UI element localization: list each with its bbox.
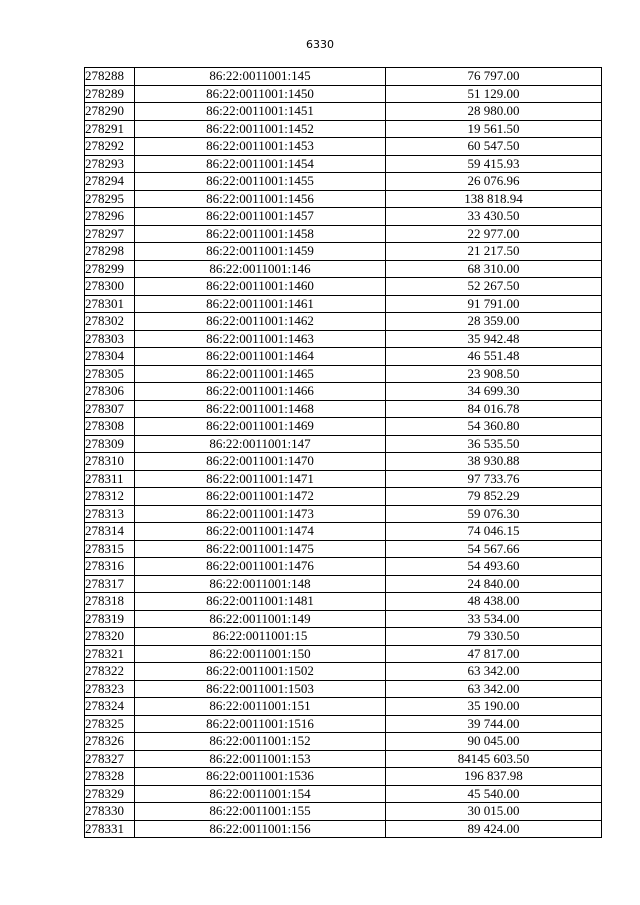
cell-amount: 59 076.30 xyxy=(386,505,602,523)
table-row xyxy=(85,278,602,296)
cell-cadastral-number: 86:22:0011001:1465 xyxy=(135,365,386,383)
table-row xyxy=(85,418,602,436)
cell-id: 278324 xyxy=(85,698,135,716)
table-row xyxy=(85,540,602,558)
cell-amount: 60 547.50 xyxy=(386,138,602,156)
table-row xyxy=(85,120,602,138)
cell-id: 278317 xyxy=(85,575,135,593)
cell-cadastral-number: 86:22:0011001:1460 xyxy=(135,278,386,296)
cell-id: 278304 xyxy=(85,348,135,366)
table-row xyxy=(85,85,602,103)
table-row xyxy=(85,138,602,156)
cell-cadastral-number: 86:22:0011001:1464 xyxy=(135,348,386,366)
table-row xyxy=(85,330,602,348)
cell-cadastral-number: 86:22:0011001:1454 xyxy=(135,155,386,173)
table-row xyxy=(85,383,602,401)
table-row xyxy=(85,400,602,418)
cell-id: 278297 xyxy=(85,225,135,243)
cell-amount: 30 015.00 xyxy=(386,803,602,821)
cell-id: 278293 xyxy=(85,155,135,173)
cell-id: 278322 xyxy=(85,663,135,681)
table-row xyxy=(85,243,602,261)
cell-id: 278300 xyxy=(85,278,135,296)
cell-cadastral-number: 86:22:0011001:154 xyxy=(135,785,386,803)
table-row xyxy=(85,488,602,506)
cell-amount: 38 930.88 xyxy=(386,453,602,471)
cell-cadastral-number: 86:22:0011001:1453 xyxy=(135,138,386,156)
cell-cadastral-number: 86:22:0011001:1463 xyxy=(135,330,386,348)
cell-cadastral-number: 86:22:0011001:151 xyxy=(135,698,386,716)
table-row xyxy=(85,190,602,208)
cell-amount: 35 942.48 xyxy=(386,330,602,348)
table-row xyxy=(85,575,602,593)
cell-amount: 54 360.80 xyxy=(386,418,602,436)
cell-amount: 22 977.00 xyxy=(386,225,602,243)
cell-amount: 39 744.00 xyxy=(386,715,602,733)
table-row xyxy=(85,610,602,628)
cell-id: 278302 xyxy=(85,313,135,331)
table-row xyxy=(85,680,602,698)
cell-cadastral-number: 86:22:0011001:1455 xyxy=(135,173,386,191)
cell-amount: 45 540.00 xyxy=(386,785,602,803)
cell-cadastral-number: 86:22:0011001:152 xyxy=(135,733,386,751)
cell-cadastral-number: 86:22:0011001:153 xyxy=(135,750,386,768)
cell-cadastral-number: 86:22:0011001:1451 xyxy=(135,103,386,121)
cell-amount: 36 535.50 xyxy=(386,435,602,453)
table-row xyxy=(85,365,602,383)
cell-cadastral-number: 86:22:0011001:149 xyxy=(135,610,386,628)
cell-amount: 90 045.00 xyxy=(386,733,602,751)
cell-id: 278294 xyxy=(85,173,135,191)
table-row xyxy=(85,628,602,646)
cell-amount: 51 129.00 xyxy=(386,85,602,103)
cell-cadastral-number: 86:22:0011001:1476 xyxy=(135,558,386,576)
cell-cadastral-number: 86:22:0011001:1503 xyxy=(135,680,386,698)
cell-cadastral-number: 86:22:0011001:1457 xyxy=(135,208,386,226)
cell-cadastral-number: 86:22:0011001:1470 xyxy=(135,453,386,471)
cell-id: 278290 xyxy=(85,103,135,121)
cell-id: 278319 xyxy=(85,610,135,628)
table-row xyxy=(85,750,602,768)
table-row xyxy=(85,593,602,611)
cell-cadastral-number: 86:22:0011001:1450 xyxy=(135,85,386,103)
cell-id: 278321 xyxy=(85,645,135,663)
cell-amount: 54 493.60 xyxy=(386,558,602,576)
cell-amount: 33 534.00 xyxy=(386,610,602,628)
cell-cadastral-number: 86:22:0011001:1452 xyxy=(135,120,386,138)
table-row xyxy=(85,155,602,173)
cell-cadastral-number: 86:22:0011001:1502 xyxy=(135,663,386,681)
cell-id: 278327 xyxy=(85,750,135,768)
cell-id: 278323 xyxy=(85,680,135,698)
cell-id: 278318 xyxy=(85,593,135,611)
table-row xyxy=(85,803,602,821)
cell-amount: 63 342.00 xyxy=(386,680,602,698)
table-row xyxy=(85,313,602,331)
table-row xyxy=(85,768,602,786)
cell-cadastral-number: 86:22:0011001:1474 xyxy=(135,523,386,541)
table-row xyxy=(85,663,602,681)
cell-amount: 28 980.00 xyxy=(386,103,602,121)
cell-amount: 33 430.50 xyxy=(386,208,602,226)
cell-cadastral-number: 86:22:0011001:1475 xyxy=(135,540,386,558)
cell-cadastral-number: 86:22:0011001:1462 xyxy=(135,313,386,331)
cell-amount: 68 310.00 xyxy=(386,260,602,278)
cell-id: 278306 xyxy=(85,383,135,401)
table-row xyxy=(85,173,602,191)
cell-id: 278291 xyxy=(85,120,135,138)
cell-cadastral-number: 86:22:0011001:156 xyxy=(135,820,386,838)
cell-amount: 48 438.00 xyxy=(386,593,602,611)
cell-amount: 54 567.66 xyxy=(386,540,602,558)
cell-cadastral-number: 86:22:0011001:1459 xyxy=(135,243,386,261)
cell-id: 278289 xyxy=(85,85,135,103)
table-row xyxy=(85,260,602,278)
cell-amount: 47 817.00 xyxy=(386,645,602,663)
cell-amount: 28 359.00 xyxy=(386,313,602,331)
cell-amount: 79 852.29 xyxy=(386,488,602,506)
cell-id: 278328 xyxy=(85,768,135,786)
cell-id: 278310 xyxy=(85,453,135,471)
cell-amount: 19 561.50 xyxy=(386,120,602,138)
table-row xyxy=(85,715,602,733)
cell-id: 278314 xyxy=(85,523,135,541)
cell-cadastral-number: 86:22:0011001:1456 xyxy=(135,190,386,208)
cell-cadastral-number: 86:22:0011001:1516 xyxy=(135,715,386,733)
cell-id: 278316 xyxy=(85,558,135,576)
table-row xyxy=(85,103,602,121)
table-row xyxy=(85,820,602,838)
cell-cadastral-number: 86:22:0011001:147 xyxy=(135,435,386,453)
cell-amount: 63 342.00 xyxy=(386,663,602,681)
cell-cadastral-number: 86:22:0011001:155 xyxy=(135,803,386,821)
table-row xyxy=(85,348,602,366)
cell-id: 278330 xyxy=(85,803,135,821)
cell-id: 278299 xyxy=(85,260,135,278)
cell-id: 278309 xyxy=(85,435,135,453)
cell-cadastral-number: 86:22:0011001:1472 xyxy=(135,488,386,506)
cell-id: 278313 xyxy=(85,505,135,523)
page-number: 6330 xyxy=(306,38,334,51)
cell-cadastral-number: 86:22:0011001:1468 xyxy=(135,400,386,418)
cell-amount: 34 699.30 xyxy=(386,383,602,401)
cell-cadastral-number: 86:22:0011001:1469 xyxy=(135,418,386,436)
table-row xyxy=(85,558,602,576)
cell-amount: 52 267.50 xyxy=(386,278,602,296)
cell-cadastral-number: 86:22:0011001:1466 xyxy=(135,383,386,401)
table-row xyxy=(85,68,602,86)
cell-id: 278307 xyxy=(85,400,135,418)
cell-cadastral-number: 86:22:0011001:146 xyxy=(135,260,386,278)
cell-amount: 59 415.93 xyxy=(386,155,602,173)
cell-amount: 196 837.98 xyxy=(386,768,602,786)
cell-id: 278320 xyxy=(85,628,135,646)
cell-id: 278311 xyxy=(85,470,135,488)
table-row xyxy=(85,505,602,523)
table-row xyxy=(85,523,602,541)
cell-amount: 138 818.94 xyxy=(386,190,602,208)
cell-id: 278298 xyxy=(85,243,135,261)
cell-amount: 91 791.00 xyxy=(386,295,602,313)
cell-id: 278315 xyxy=(85,540,135,558)
cell-cadastral-number: 86:22:0011001:1481 xyxy=(135,593,386,611)
cell-amount: 46 551.48 xyxy=(386,348,602,366)
table-row xyxy=(85,208,602,226)
cell-amount: 84 016.78 xyxy=(386,400,602,418)
cell-cadastral-number: 86:22:0011001:150 xyxy=(135,645,386,663)
cell-amount: 35 190.00 xyxy=(386,698,602,716)
cell-id: 278329 xyxy=(85,785,135,803)
cell-amount: 21 217.50 xyxy=(386,243,602,261)
cell-id: 278295 xyxy=(85,190,135,208)
cell-cadastral-number: 86:22:0011001:15 xyxy=(135,628,386,646)
cell-amount: 24 840.00 xyxy=(386,575,602,593)
table-row xyxy=(85,295,602,313)
cell-amount: 89 424.00 xyxy=(386,820,602,838)
cell-cadastral-number: 86:22:0011001:1473 xyxy=(135,505,386,523)
cell-amount: 23 908.50 xyxy=(386,365,602,383)
cell-id: 278301 xyxy=(85,295,135,313)
cell-id: 278305 xyxy=(85,365,135,383)
cell-id: 278308 xyxy=(85,418,135,436)
table-row xyxy=(85,785,602,803)
table-row xyxy=(85,733,602,751)
table-row xyxy=(85,470,602,488)
cell-id: 278296 xyxy=(85,208,135,226)
cell-cadastral-number: 86:22:0011001:1471 xyxy=(135,470,386,488)
table-row xyxy=(85,435,602,453)
cell-id: 278288 xyxy=(85,68,135,86)
table-row xyxy=(85,453,602,471)
table-row xyxy=(85,698,602,716)
cell-id: 278326 xyxy=(85,733,135,751)
table-row xyxy=(85,225,602,243)
cell-amount: 74 046.15 xyxy=(386,523,602,541)
cell-cadastral-number: 86:22:0011001:1536 xyxy=(135,768,386,786)
table-row xyxy=(85,645,602,663)
cell-cadastral-number: 86:22:0011001:1461 xyxy=(135,295,386,313)
cell-id: 278292 xyxy=(85,138,135,156)
cell-id: 278312 xyxy=(85,488,135,506)
cell-amount: 97 733.76 xyxy=(386,470,602,488)
cell-id: 278303 xyxy=(85,330,135,348)
cell-cadastral-number: 86:22:0011001:1458 xyxy=(135,225,386,243)
cell-amount: 76 797.00 xyxy=(386,68,602,86)
cell-id: 278325 xyxy=(85,715,135,733)
cell-cadastral-number: 86:22:0011001:145 xyxy=(135,68,386,86)
data-table xyxy=(84,67,602,838)
cell-amount: 79 330.50 xyxy=(386,628,602,646)
cell-amount: 26 076.96 xyxy=(386,173,602,191)
cell-id: 278331 xyxy=(85,820,135,838)
table-body xyxy=(85,68,602,838)
cell-amount: 84145 603.50 xyxy=(386,750,602,768)
cell-cadastral-number: 86:22:0011001:148 xyxy=(135,575,386,593)
